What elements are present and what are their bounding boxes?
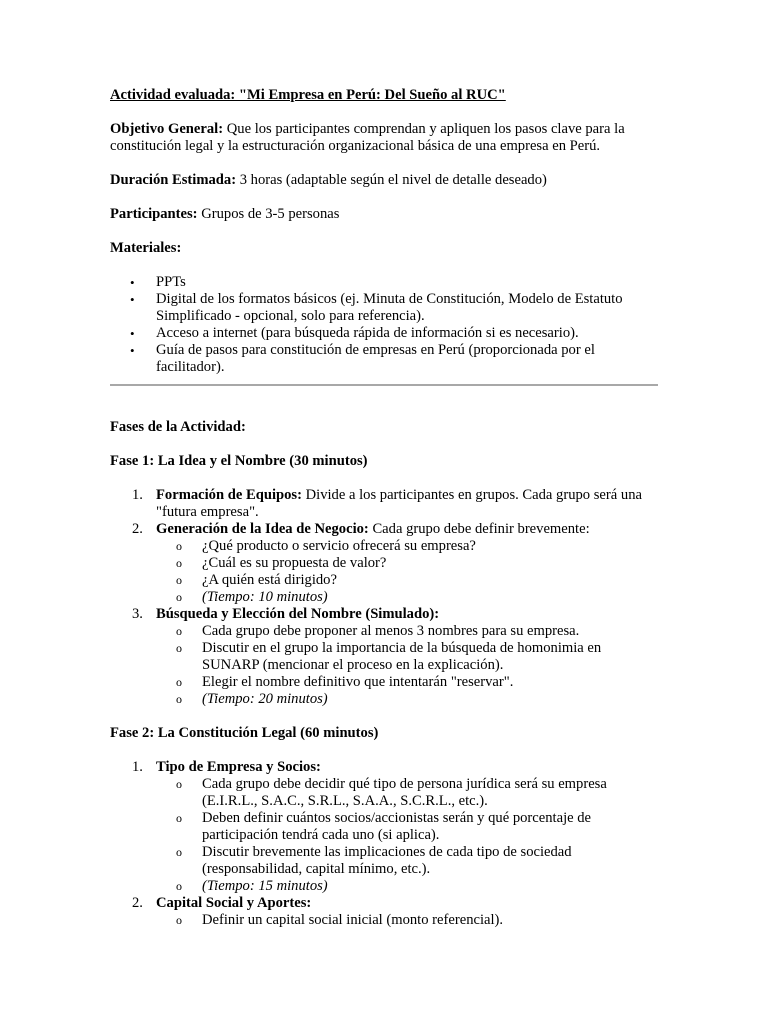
- list-item: [110, 325, 658, 342]
- objetivo-text: Que los participantes comprendan y apliquen los pasos clave para la constitución legal y la estructuración organizacional básica de una empresa en Perú.: [110, 121, 625, 154]
- step-item: [110, 487, 658, 521]
- list-item: [110, 274, 658, 291]
- step-number: 1.: [132, 759, 143, 775]
- circle-bullet-icon: o: [176, 675, 182, 689]
- fase1-steps: [110, 487, 658, 708]
- fase2-steps: [110, 759, 658, 929]
- bullet-icon: •: [130, 326, 135, 341]
- circle-bullet-icon: o: [176, 556, 182, 570]
- sub-item: [156, 776, 658, 810]
- circle-bullet-icon: o: [176, 641, 182, 655]
- time-note: (Tiempo: 20 minutos): [202, 691, 328, 707]
- bullet-icon: •: [130, 343, 135, 358]
- time-note: (Tiempo: 15 minutos): [202, 878, 328, 894]
- horizontal-divider: [110, 384, 658, 386]
- circle-bullet-icon: o: [176, 913, 182, 927]
- fase1-heading-text: Fase 1: La Idea y el Nombre (30 minutos): [110, 453, 368, 469]
- materiales-label: Materiales:: [110, 240, 182, 256]
- sub-item-text: ¿A quién está dirigido?: [202, 572, 337, 588]
- list-item-text: Guía de pasos para constitución de empresas en Perú (proporcionada por el facilitador).: [156, 342, 595, 375]
- sub-item: [156, 623, 658, 640]
- circle-bullet-icon: o: [176, 879, 182, 893]
- sub-item: [156, 555, 658, 572]
- circle-bullet-icon: o: [176, 777, 182, 791]
- sub-item-text: Cada grupo debe proponer al menos 3 nombres para su empresa.: [202, 623, 580, 639]
- step-label: Búsqueda y Elección del Nombre (Simulado):: [156, 606, 440, 622]
- sub-list: [156, 776, 658, 895]
- sub-item: [156, 674, 658, 691]
- sub-item-text: Elegir el nombre definitivo que intentarán "reservar".: [202, 674, 514, 690]
- sub-item-text: Cada grupo debe decidir qué tipo de persona jurídica será su empresa (E.I.R.L., S.A.C., S.R.L., S.A.A., S.C.R.L., etc.).: [202, 776, 607, 809]
- step-label: Tipo de Empresa y Socios:: [156, 759, 321, 775]
- duracion-label: Duración Estimada:: [110, 172, 237, 188]
- sub-item-text: ¿Cuál es su propuesta de valor?: [202, 555, 387, 571]
- activity-title: Actividad evaluada: "Mi Empresa en Perú: Del Sueño al RUC": [110, 87, 506, 103]
- step-label: Generación de la Idea de Negocio:: [156, 521, 369, 537]
- participantes-label: Participantes:: [110, 206, 198, 222]
- fase2-heading: [110, 725, 658, 742]
- fase1-heading: [110, 453, 658, 470]
- circle-bullet-icon: o: [176, 811, 182, 825]
- list-item-text: PPTs: [156, 274, 186, 290]
- sub-item: [156, 572, 658, 589]
- participantes-text: Grupos de 3-5 personas: [197, 206, 340, 222]
- list-item: [110, 291, 658, 325]
- circle-bullet-icon: o: [176, 539, 182, 553]
- step-label: Capital Social y Aportes:: [156, 895, 312, 911]
- sub-item-text: Discutir brevemente las implicaciones de cada tipo de sociedad (responsabilidad, capital mínimo, etc.).: [202, 844, 572, 877]
- fase2-heading-text: Fase 2: La Constitución Legal (60 minutos): [110, 725, 379, 741]
- duracion-text: 3 horas (adaptable según el nivel de detalle deseado): [236, 172, 547, 188]
- materiales-list: [110, 274, 658, 376]
- sub-item: [156, 538, 658, 555]
- document-page: [110, 84, 658, 929]
- step-item: [110, 895, 658, 929]
- duracion-paragraph: [110, 172, 658, 189]
- step-label: Formación de Equipos:: [156, 487, 302, 503]
- sub-item: [156, 878, 658, 895]
- sub-list: [156, 538, 658, 606]
- circle-bullet-icon: o: [176, 845, 182, 859]
- step-number: 3.: [132, 606, 143, 622]
- objetivo-label: Objetivo General:: [110, 121, 224, 137]
- step-item: [110, 606, 658, 708]
- sub-item-text: Definir un capital social inicial (monto referencial).: [202, 912, 504, 928]
- list-item: [110, 342, 658, 376]
- sub-list: [156, 912, 658, 929]
- materiales-heading: [110, 240, 658, 257]
- fases-heading: [110, 419, 658, 436]
- circle-bullet-icon: o: [176, 590, 182, 604]
- sub-list: [156, 623, 658, 708]
- list-item-text: Acceso a internet (para búsqueda rápida de información si es necesario).: [156, 325, 579, 341]
- circle-bullet-icon: o: [176, 573, 182, 587]
- sub-item: [156, 844, 658, 878]
- sub-item: [156, 912, 658, 929]
- step-text: Divide a los participantes en grupos. Cada grupo será una "futura empresa".: [156, 487, 642, 520]
- step-item: [110, 521, 658, 606]
- step-text: Cada grupo debe definir brevemente:: [368, 521, 590, 537]
- time-note: (Tiempo: 10 minutos): [202, 589, 328, 605]
- step-number: 1.: [132, 487, 143, 503]
- sub-item-text: Discutir en el grupo la importancia de la búsqueda de homonimia en SUNARP (mencionar el proceso en la explicación).: [202, 640, 602, 673]
- circle-bullet-icon: o: [176, 692, 182, 706]
- participantes-paragraph: [110, 206, 658, 223]
- step-number: 2.: [132, 895, 143, 911]
- step-number: 2.: [132, 521, 143, 537]
- fases-heading-text: Fases de la Actividad:: [110, 419, 246, 435]
- circle-bullet-icon: o: [176, 624, 182, 638]
- sub-item-text: Deben definir cuántos socios/accionistas serán y qué porcentaje de participación tendrá cada uno (si aplica).: [202, 810, 592, 843]
- sub-item: [156, 810, 658, 844]
- bullet-icon: •: [130, 292, 135, 307]
- bullet-icon: •: [130, 275, 135, 290]
- list-item-text: Digital de los formatos básicos (ej. Minuta de Constitución, Modelo de Estatuto Simplificado - opcional, solo para referencia).: [156, 291, 623, 324]
- step-item: [110, 759, 658, 895]
- sub-item: [156, 589, 658, 606]
- sub-item-text: ¿Qué producto o servicio ofrecerá su empresa?: [202, 538, 476, 554]
- objetivo-paragraph: [110, 121, 658, 155]
- sub-item: [156, 691, 658, 708]
- sub-item: [156, 640, 658, 674]
